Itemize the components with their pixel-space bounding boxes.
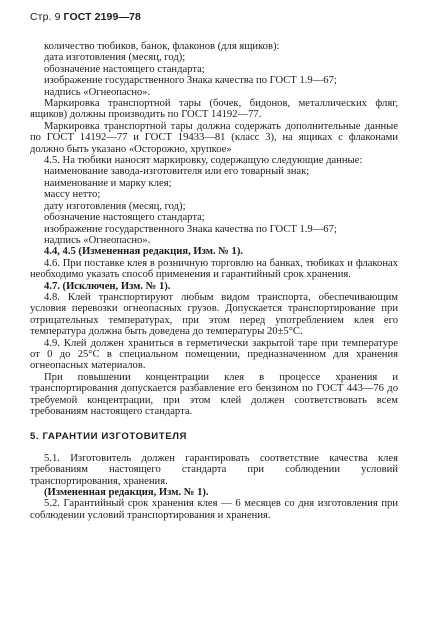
paragraph: 4.6. При поставке клея в розничную торговлю на банках, тюбиках и флаконах необходимо указать способ применения и гарантийный срок хранения. [30,257,398,281]
paragraph: 4.5. На тюбики наносят маркировку, содержащую следующие данные: [44,155,363,167]
standard-number: ГОСТ 2199—78 [63,11,141,23]
paragraph: наименование завода-изготовителя или его товарный знак; [44,166,310,178]
paragraph: При повышении концентрации клея в процессе хранения и транспортирования допускается разбавление его бензином по ГОСТ 443—76 до требуемой концентрации, при этом клей должен соответствовать всем требованиям настоящего стандарта. [30,371,398,417]
paragraph: Маркировка транспортной тары (бочек, бидонов, металлических фляг, ящиков) должны производить по ГОСТ 14192—77. [30,98,398,121]
paragraph: 5.2. Гарантийный срок хранения клея — 6 месяцев со дня изготовления при соблюдении условий транспортирования и хранения. [30,498,398,521]
paragraph: изображение государственного Знака качества по ГОСТ 1.9—67; [44,223,337,235]
document-body [30,41,398,521]
paragraph: дату изготовления (месяц, год); [44,200,186,212]
paragraph: обозначение настоящего стандарта; [44,63,205,75]
page-header [30,11,141,23]
paragraph: изображение государственного Знака качества по ГОСТ 1.9—67; [44,75,337,87]
paragraph: 5.1. Изготовитель должен гарантировать соответствие качества клея требованиям настоящего стандарта при соблюдении условий транспортирования, хранения. [30,452,398,487]
amendment-note: (Измененная редакция, Изм. № 1). [44,487,209,499]
paragraph: количество тюбиков, банок, флаконов (для ящиков): [44,41,280,52]
section-heading: 5. ГАРАНТИИ ИЗГОТОВИТЕЛЯ [30,431,188,443]
paragraph: наименование и марку клея; [44,177,172,189]
paragraph: надпись «Огнеопасно». [44,234,151,246]
page-number: Стр. 9 [30,11,61,23]
paragraph: массу нетто; [44,189,101,201]
amendment-note: 4.4, 4.5 (Измененная редакция, Изм. № 1). [44,246,243,258]
paragraph: 4.8. Клей транспортируют любым видом транспорта, обеспечивающим условия перевозки огнеопасных грузов. Допускается транспортирование при отрицательных температурах, при этом перед употреблением клея его температура должна быть доведена до температуры 20±5°С. [30,291,398,338]
amendment-note: 4.7. (Исключен, Изм. № 1). [44,280,171,292]
paragraph: обозначение настоящего стандарта; [44,212,205,224]
paragraph: дата изготовления (месяц, год); [44,52,186,64]
paragraph: надпись «Огнеопасно». [44,86,151,98]
paragraph: Маркировка транспортной тары должна содержать дополнительные данные по ГОСТ 14192—77 и ГОСТ 19433—81 (класс 3), на ящиках с флаконами должно быть указано «Осторожно, хрупкое» [30,120,398,155]
paragraph: 4.9. Клей должен храниться в герметически закрытой таре при температуре от 0 до 25°С в специальном помещении, предназначенном для хранения огнеопасных материалов. [30,337,398,372]
